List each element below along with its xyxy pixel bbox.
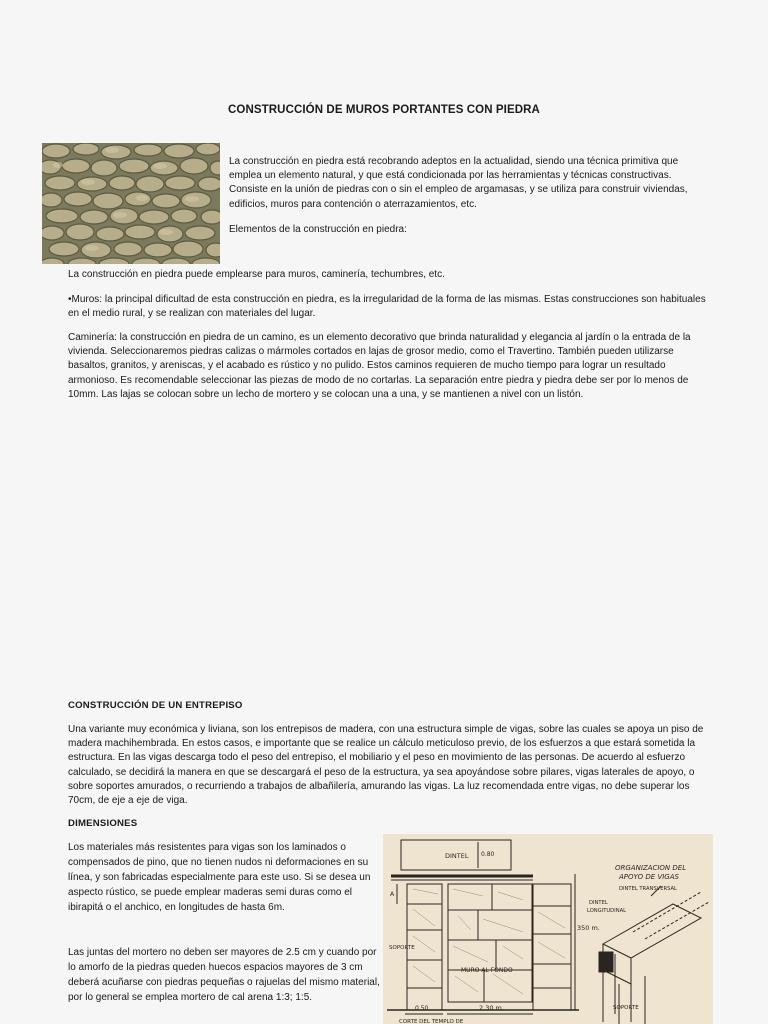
sketch-label-080: 0.80: [481, 851, 495, 858]
sketch-label-org1: ORGANIZACION DEL: [615, 864, 687, 872]
section1-paragraph-1: [68, 268, 708, 282]
dimensiones-text: [68, 840, 380, 1005]
sketch-label-a: A: [390, 891, 395, 898]
sketch-label-org2: APOYO DE VIGAS: [619, 873, 679, 881]
sketch-label-dintel: DINTEL: [445, 852, 469, 860]
entrepiso-text: Una variante muy económica y liviana, son los entrepisos de madera, con una estructura simple de vigas, sobre las cuales se apoya un piso de madera machihembrada. En estos casos, e importante que se realice un cálculo meticuloso previo, de los esfuerzos a que estará sometida la estructura. En las vigas descarga todo el peso del entrepiso, el mobiliario y el peso en movimiento de las personas. De acuerdo al esfuerzo calculado, se decidirá la manera en que se descargará el peso de la estructura, ya sea apoyándose sobre pilares, vigas laterales de apoyo, o sobre soportes amurados, o recurriendo a trabajos de albañilería, amurando las vigas. La luz recomendada entre vigas, no debe superar los 70cm, de eje a eje de viga.: [68, 724, 704, 807]
sketch-label-050: 0.50: [415, 1005, 429, 1012]
sketch-label-dintel-transversal: DINTEL TRANSVERSAL: [619, 886, 677, 892]
stone-wall-image: [42, 143, 220, 264]
section1-paragraph-2: [68, 293, 708, 321]
wall-construction-sketch: [383, 834, 713, 1024]
intro-elements-label: Elementos de la construcción en piedra:: [229, 223, 407, 235]
sketch-label-350: 350 m.: [577, 924, 600, 932]
section1-text-1: La construcción en piedra puede emplearse para muros, caminería, techumbres, etc.: [68, 269, 445, 280]
entrepiso-paragraph: [68, 723, 708, 808]
sketch-label-muro: MURO AL FONDO: [461, 967, 513, 974]
sketch-label-soporte-right: SOPORTE: [613, 1005, 639, 1011]
intro-paragraph: La construcción en piedra está recobrando adeptos en la actualidad, siendo una técnica primitiva que emplea un elemento natural, y que está condicionada por las herramientas y técnicas constructivas. Consiste en la unión de piedras con o sin el empleo de argamasas, y se utiliza para construir viviendas, edificios, muros para contención o aterrazamientos, etc.: [229, 156, 688, 210]
intro-text: [229, 155, 709, 248]
section1-paragraph-3: [68, 331, 708, 402]
section1-text-3: Caminería: la construcción en piedra de un camino, es un elemento decorativo que brinda naturalidad y elegancia al jardín o la entrada de la vivienda. Seleccionaremos piedras calizas o mármoles cortados en lajas de grosor medio, como el Travertino. También pueden utilizarse basaltos, granitos, y areniscas, y el acabado es rústico y no pulido. Estos caminos requieren de mucho tiempo para lograr un resultado armonioso. Es recomendable seleccionar las piezas de modo de no cortarlas. La separación entre piedra y piedra debe ser por lo menos de 10mm. Las lajas se colocan sobre un lecho de mortero y se colocan una a una, y se mantienen a nivel con un listón.: [68, 332, 691, 400]
sketch-label-bottom: CORTE DEL TEMPLO DE: [399, 1019, 464, 1024]
sketch-label-dintel-long-1: DINTEL: [589, 900, 608, 906]
dimensiones-paragraph-1: Los materiales más resistentes para vigas son los laminados o compensados de pino, que no tienen nudos ni deformaciones en su línea, y son fabricadas especialmente para este uso. Si se desea un aspecto rústico, se puede emplear maderas semi duras como el ibirapitá o el anchico, en longitudes de hasta 6m.: [68, 842, 371, 913]
sketch-label-dintel-long-2: LONGITUDINAL: [587, 908, 627, 914]
sketch-label-230: 2.30 m.: [479, 1004, 504, 1012]
dimensiones-paragraph-2: Las juntas del mortero no deben ser mayores de 2.5 cm y cuando por lo amorfo de la piedras queden huecos espacios mayores de 3 cm deberá acuñarse con piedras pequeñas o rajuelas del mismo material, por lo general se emplea mortero de cal arena 1:3; 1:5.: [68, 947, 380, 1003]
dimensiones-heading: DIMENSIONES: [68, 818, 138, 829]
sketch-label-soporte-left: SOPORTE: [389, 945, 415, 951]
entrepiso-heading: CONSTRUCCIÓN DE UN ENTREPISO: [68, 700, 243, 711]
section1-text-2: •Muros: la principal dificultad de esta construcción en piedra, es la irregularidad de la forma de las mismas. Estas construcciones son habituales en el medio rural, y se realizan con materiales del lugar.: [68, 294, 706, 320]
document-title: CONSTRUCCIÓN DE MUROS PORTANTES CON PIEDRA: [228, 104, 540, 116]
